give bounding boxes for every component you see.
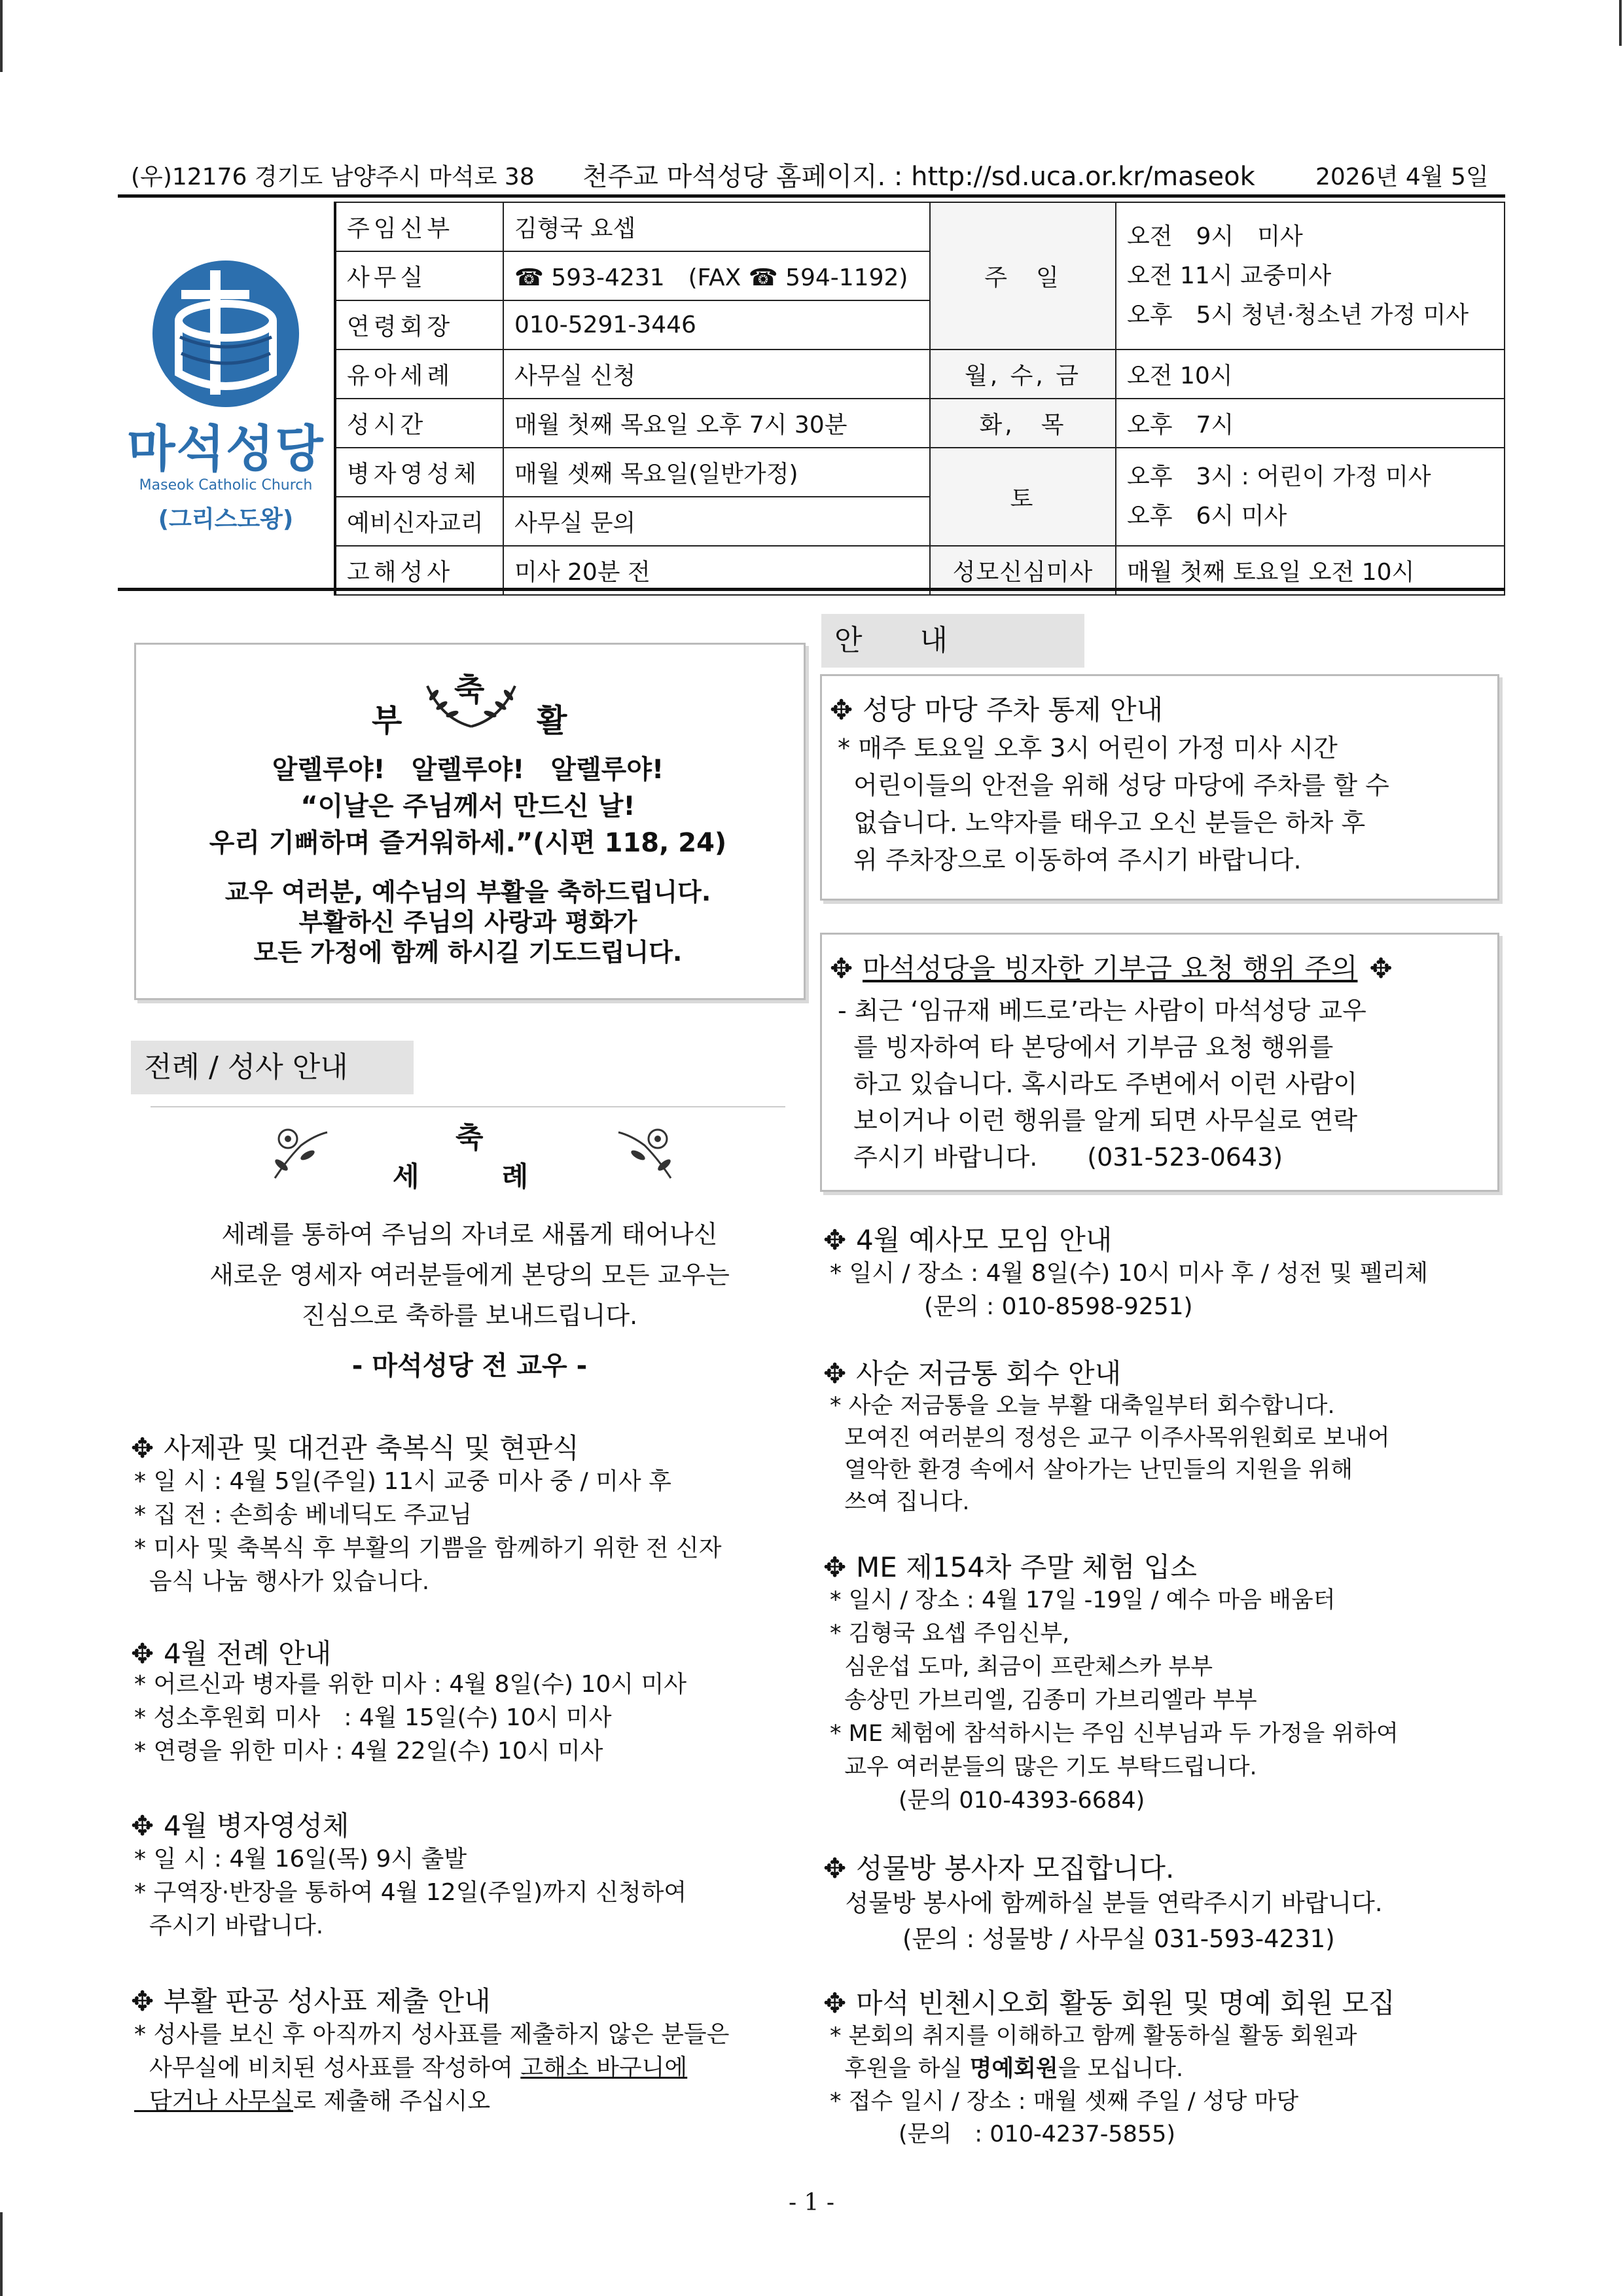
page-number: - 1 - xyxy=(788,2189,835,2216)
baptism-title-1: 축 xyxy=(455,1121,484,1155)
tt-value: 오후 7시 xyxy=(1116,399,1505,448)
diamond-icon: ✥ xyxy=(823,1224,847,1256)
infant-baptism-value: 사무실 신청 xyxy=(503,350,930,399)
underlined-text: 담거나 사무실 xyxy=(134,2088,293,2115)
section-title xyxy=(823,1219,1112,1258)
section-body xyxy=(134,1842,687,1943)
mwf-label: 월, 수, 금 xyxy=(930,350,1116,399)
body-line: * 사순 저금통을 오늘 부활 대축일부터 회수합니다. xyxy=(830,1393,1335,1419)
section-title xyxy=(131,1804,349,1844)
parish-info-table xyxy=(118,202,1505,596)
marian-mass-label: 성모신심미사 xyxy=(930,546,1116,595)
sick-communion-label: 병자영성체 xyxy=(335,448,503,497)
diamond-icon: ✥ xyxy=(1369,952,1393,984)
homepage-link[interactable]: 천주교 마석성당 홈페이지. : http://sd.uca.or.kr/maseok xyxy=(582,162,1255,192)
body-line: 보이거나 이런 행위를 알게 되면 사무실로 연락 xyxy=(838,1106,1358,1135)
body-line: 위 주차장으로 이동하여 주시기 바랍니다. xyxy=(838,846,1302,874)
easter-line-4: 교우 여러분, 예수님의 부활을 축하드립니다. xyxy=(224,878,711,906)
sunday-mass-1: 오전 9시 미사 xyxy=(1127,223,1303,250)
holy-hour-label: 성시간 xyxy=(335,399,503,448)
laurel-wreath-icon xyxy=(416,673,527,732)
easter-message xyxy=(134,751,802,861)
divider xyxy=(151,1106,785,1107)
diamond-icon: ✥ xyxy=(830,694,853,726)
baptism-text-1: 세례를 통하여 주님의 자녀로 새롭게 태어나신 xyxy=(221,1220,718,1249)
confession-value: 미사 20분 전 xyxy=(503,546,930,595)
body-line: (문의 010-4393-6684) xyxy=(830,1787,1145,1814)
corner-mark xyxy=(1619,0,1622,46)
section-title xyxy=(823,1546,1197,1585)
easter-line-5: 부활하신 주님의 사랑과 평화가 xyxy=(298,908,637,937)
body-line: (문의 : 성물방 / 사무실 031-593-4231) xyxy=(830,1925,1335,1953)
body-line: * 어르신과 병자를 위한 미사 : 4월 8일(수) 10시 미사 xyxy=(134,1671,687,1698)
body-line: 사무실에 비치된 성사표를 작성하여 xyxy=(134,2054,521,2081)
sunday-mass-3: 오후 5시 청년·청소년 가정 미사 xyxy=(1127,301,1469,329)
body-line: * 매주 토요일 오후 3시 어린이 가정 미사 시간 xyxy=(838,734,1338,762)
infant-baptism-label: 유아세례 xyxy=(335,350,503,399)
body-line: 을 모십니다. xyxy=(1058,2056,1184,2082)
body-line: - 최근 ‘임규재 베드로’라는 사람이 마석성당 교우 xyxy=(838,996,1366,1025)
body-line: * 접수 일시 / 장소 : 매월 셋째 주일 / 성당 마당 xyxy=(830,2089,1299,2115)
section-title-text: 마석성당을 빙자한 기부금 요청 행위 주의 xyxy=(863,952,1358,984)
office-label: 사무실 xyxy=(335,251,503,300)
body-line: 교우 여러분들의 많은 기도 부탁드립니다. xyxy=(830,1754,1257,1780)
body-line: 로 제출해 주십시오 xyxy=(293,2088,491,2115)
body-line: 하고 있습니다. 혹시라도 주변에서 이런 사람이 xyxy=(838,1069,1358,1098)
body-line: * 성소후원회 미사 : 4월 15일(수) 10시 미사 xyxy=(134,1704,612,1731)
saturday-mass-2: 오후 6시 미사 xyxy=(1127,503,1287,529)
section-title-text: 4월 전례 안내 xyxy=(164,1638,332,1670)
body-line: * 미사 및 축복식 후 부활의 기쁨을 함께하기 위한 전 신자 xyxy=(134,1535,722,1562)
easter-line-6: 모든 가정에 함께 하시길 기도드립니다. xyxy=(253,938,683,967)
section-title-text: 부활 판공 성사표 제출 안내 xyxy=(164,1985,491,2017)
body-line: * 일 시 : 4월 5일(주일) 11시 교중 미사 중 / 미사 후 xyxy=(134,1468,671,1495)
body-line: 주시기 바랍니다. xyxy=(134,1912,324,1939)
tab-liturgy: 전례 / 성사 안내 xyxy=(131,1041,414,1094)
underlined-text: 고해소 바구니에 xyxy=(520,2054,688,2081)
section-title-text: 사순 저금통 회수 안내 xyxy=(856,1357,1122,1390)
section-body xyxy=(838,730,1389,879)
section-body xyxy=(838,992,1366,1175)
section-title-text: 성물방 봉사자 모집합니다. xyxy=(856,1852,1175,1884)
section-body xyxy=(830,1257,1428,1323)
body-line: 송상민 가브리엘, 김종미 가브리엘라 부부 xyxy=(830,1687,1257,1713)
section-title xyxy=(823,1352,1121,1391)
bold-text: 명예회원 xyxy=(969,2056,1058,2082)
body-line: 음식 나눔 행사가 있습니다. xyxy=(134,1568,430,1595)
section-body xyxy=(830,2020,1357,2151)
body-line: * 일 시 : 4월 16일(목) 9시 출발 xyxy=(134,1846,467,1873)
seniors-value: 010-5291-3446 xyxy=(503,300,930,350)
section-body xyxy=(134,2018,729,2118)
section-title xyxy=(830,947,1393,986)
saturday-schedule xyxy=(1116,448,1505,546)
date: 2026년 4월 5일 xyxy=(1315,164,1489,190)
body-line: 어린이들의 안전을 위해 성당 마당에 주차를 할 수 xyxy=(838,771,1389,800)
parish-logo xyxy=(118,202,335,595)
body-line: * ME 체험에 참석하시는 주임 신부님과 두 가정을 위하여 xyxy=(830,1721,1399,1747)
section-body xyxy=(134,1465,722,1598)
body-line: (문의 : 010-4237-5855) xyxy=(830,2121,1176,2147)
baptism-text-3: 진심으로 축하를 보내드립니다. xyxy=(301,1301,638,1330)
body-line: * 집 전 : 손희송 베네딕도 주교님 xyxy=(134,1501,473,1528)
saturday-label: 토 xyxy=(930,448,1116,546)
catechumen-label: 예비신자교리 xyxy=(335,497,503,546)
pastor-value: 김형국 요셉 xyxy=(503,202,930,251)
section-title xyxy=(131,1980,491,2019)
body-line: 성물방 봉사에 함께하실 분들 연락주시기 바랍니다. xyxy=(830,1889,1383,1917)
logo-name: 마석성당 xyxy=(127,419,325,478)
body-line: * 본회의 취지를 이해하고 함께 활동하실 활동 회원과 xyxy=(830,2023,1357,2049)
easter-word-3: 활 xyxy=(537,702,567,739)
easter-line-1: 알렐루야! 알렐루야! 알렐루야! xyxy=(272,755,664,785)
diamond-icon: ✥ xyxy=(823,1852,847,1884)
easter-word-2: 축 xyxy=(454,672,485,708)
diamond-icon: ✥ xyxy=(131,1432,154,1464)
section-body xyxy=(830,1885,1383,1957)
marian-mass-value: 매월 첫째 토요일 오전 10시 xyxy=(1116,546,1505,595)
easter-blessing xyxy=(134,877,802,967)
sick-communion-value: 매월 셋째 목요일(일반가정) xyxy=(503,448,930,497)
diamond-icon: ✥ xyxy=(823,1551,847,1583)
body-line: * 구역장·반장을 통하여 4월 12일(주일)까지 신청하여 xyxy=(134,1879,687,1906)
diamond-icon: ✥ xyxy=(823,1357,847,1390)
section-title xyxy=(830,689,1163,728)
catechumen-value: 사무실 문의 xyxy=(503,497,930,546)
section-title xyxy=(823,1982,1395,2021)
church-logo-icon xyxy=(141,259,311,416)
corner-mark xyxy=(0,0,3,72)
confession-label: 고해성사 xyxy=(335,546,503,595)
body-line: 심운섭 도마, 최금이 프란체스카 부부 xyxy=(830,1654,1213,1680)
section-body xyxy=(134,1668,687,1768)
saturday-mass-1: 오후 3시 : 어린이 가정 미사 xyxy=(1127,463,1431,490)
diamond-icon: ✥ xyxy=(830,952,853,984)
seniors-label: 연령회장 xyxy=(335,300,503,350)
corner-mark xyxy=(0,2212,3,2296)
logo-subtitle: (그리스도왕) xyxy=(158,505,294,533)
easter-word-1: 부 xyxy=(372,702,402,739)
office-value: ☎ 593-4231 (FAX ☎ 594-1192) xyxy=(503,251,930,300)
section-title-text: ME 제154차 주말 체험 입소 xyxy=(856,1551,1197,1583)
flower-ornament-icon xyxy=(262,1119,334,1185)
body-line: (문의 : 010-8598-9251) xyxy=(830,1293,1193,1320)
body-line: * 일시 / 장소 : 4월 17일 -19일 / 예수 마음 배움터 xyxy=(830,1587,1336,1613)
section-title-text: 마석 빈첸시오회 활동 회원 및 명예 회원 모집 xyxy=(856,1987,1395,2019)
easter-line-2: “이날은 주님께서 만드신 날! xyxy=(300,791,635,821)
section-title-text: 성당 마당 주차 통제 안내 xyxy=(863,694,1164,726)
tab-notice: 안 내 xyxy=(821,614,1084,668)
section-title xyxy=(823,1847,1174,1886)
sunday-label: 주 일 xyxy=(930,202,1116,350)
tt-label: 화, 목 xyxy=(930,399,1116,448)
table-bottom-rule xyxy=(118,588,1505,591)
body-line: 없습니다. 노약자를 태우고 오신 분들은 하차 후 xyxy=(838,808,1366,837)
flower-ornament-icon xyxy=(612,1119,684,1185)
diamond-icon: ✥ xyxy=(131,1638,154,1670)
sunday-schedule xyxy=(1116,202,1505,350)
holy-hour-value: 매월 첫째 목요일 오후 7시 30분 xyxy=(503,399,930,448)
section-body xyxy=(830,1390,1390,1518)
baptism-signature: - 마석성당 전 교우 - xyxy=(351,1351,588,1381)
pastor-label: 주임신부 xyxy=(335,202,503,251)
diamond-icon: ✥ xyxy=(131,1810,154,1842)
baptism-message xyxy=(131,1214,808,1336)
section-title-text: 4월 병자영성체 xyxy=(164,1810,349,1842)
body-line: * 일시 / 장소 : 4월 8일(수) 10시 미사 후 / 성전 및 펠리체 xyxy=(830,1260,1429,1287)
body-line: * 연령을 위한 미사 : 4월 22일(수) 10시 미사 xyxy=(134,1738,603,1765)
diamond-icon: ✥ xyxy=(131,1985,154,2017)
address: (우)12176 경기도 남양주시 마석로 38 xyxy=(131,164,535,190)
section-title xyxy=(131,1427,579,1466)
body-line: 를 빙자하여 타 본당에서 기부금 요청 행위를 xyxy=(838,1033,1334,1062)
mwf-value: 오전 10시 xyxy=(1116,350,1505,399)
body-line: 주시기 바랍니다. (031-523-0643) xyxy=(838,1143,1283,1172)
body-line: 모여진 여러분의 정성은 교구 이주사목위원회로 보내어 xyxy=(830,1425,1390,1451)
diamond-icon: ✥ xyxy=(823,1987,847,2019)
body-line: 쓰여 집니다. xyxy=(830,1489,970,1515)
baptism-text-2: 새로운 영세자 여러분들에게 본당의 모든 교우는 xyxy=(209,1261,730,1289)
body-line: 열악한 환경 속에서 살아가는 난민들의 지원을 위해 xyxy=(830,1457,1353,1483)
sunday-mass-2: 오전 11시 교중미사 xyxy=(1127,262,1332,289)
section-title-text: 4월 예사모 모임 안내 xyxy=(856,1224,1113,1256)
body-line: * 김형국 요셉 주임신부, xyxy=(830,1621,1070,1647)
body-line: 후원을 하실 xyxy=(830,2056,970,2082)
section-title xyxy=(131,1632,331,1672)
section-title-text: 사제관 및 대건관 축복식 및 현판식 xyxy=(164,1432,579,1464)
baptism-title-2: 세 례 xyxy=(393,1160,529,1193)
header-rule xyxy=(118,194,1505,198)
body-line: * 성사를 보신 후 아직까지 성사표를 제출하지 않은 분들은 xyxy=(134,2021,730,2048)
section-body xyxy=(830,1584,1399,1818)
easter-line-3: 우리 기뻐하며 즐거워하세.”(시편 118, 24) xyxy=(209,828,727,858)
logo-english: Maseok Catholic Church xyxy=(139,476,313,493)
